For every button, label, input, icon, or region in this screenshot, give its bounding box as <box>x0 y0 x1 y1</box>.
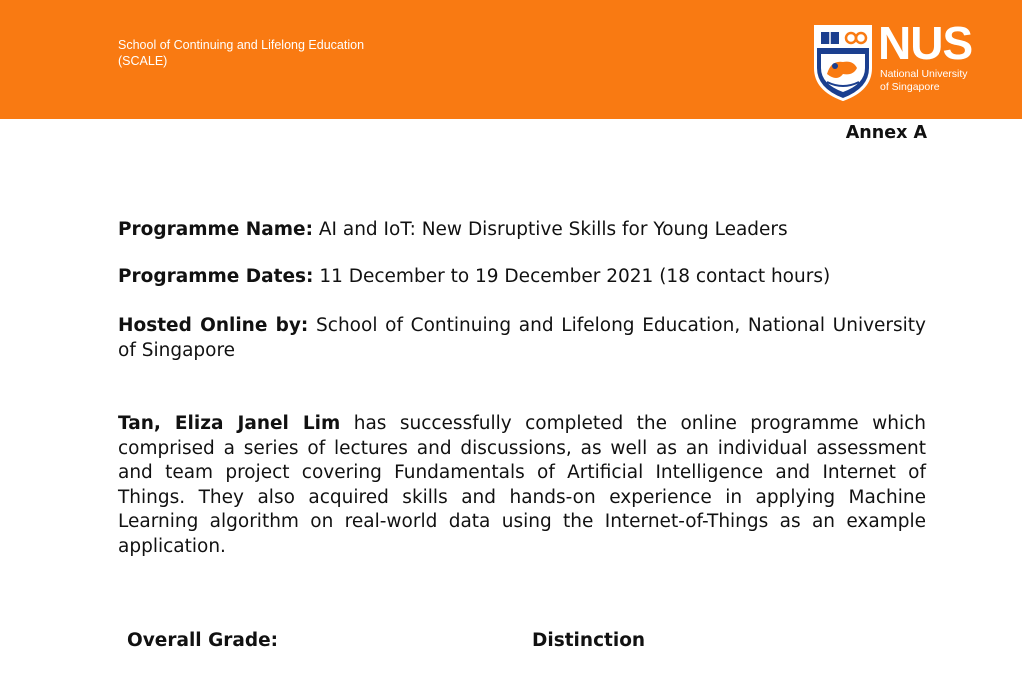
school-name <box>118 37 364 69</box>
statement-text: has successfully completed the online programme which comprised a series of lectures and discussions, as well as an individual assessment and team project covering Fundamentals of Artificial Intelligence and Internet of Things. They also acquired skills and hands-on experience in applying Machine Learning algorithm on real-world data using the Internet-of-Things as an example application. <box>118 413 926 557</box>
school-name-line2: (SCALE) <box>118 54 168 68</box>
participant-name: Tan, Eliza Janel Lim <box>118 413 341 434</box>
nus-crest-icon <box>813 24 873 102</box>
nus-subtitle <box>880 68 968 94</box>
nus-wordmark: NUS <box>878 17 973 69</box>
header-banner <box>0 0 1022 119</box>
overall-grade-label: Overall Grade: <box>127 630 279 651</box>
hosted-by <box>118 314 926 363</box>
school-name-line1: School of Continuing and Lifelong Education <box>118 38 365 52</box>
nus-logo <box>813 17 988 104</box>
completion-statement <box>118 412 926 559</box>
programme-name-label: Programme Name: <box>118 219 313 240</box>
overall-grade-value: Distinction <box>532 630 646 651</box>
programme-dates-label: Programme Dates: <box>118 266 314 287</box>
nus-subtitle-line2: of Singapore <box>880 81 940 93</box>
programme-name <box>118 218 926 243</box>
programme-name-value: AI and IoT: New Disruptive Skills for Young Leaders <box>318 219 788 240</box>
hosted-by-label: Hosted Online by: <box>118 315 309 336</box>
programme-dates <box>118 265 926 290</box>
hosted-by-value: School of Continuing and Lifelong Education, National University of Singapore <box>118 315 927 361</box>
nus-subtitle-line1: National University <box>880 68 968 80</box>
programme-dates-value: 11 December to 19 December 2021 (18 contact hours) <box>319 266 831 287</box>
annex-label: Annex A <box>845 123 927 143</box>
